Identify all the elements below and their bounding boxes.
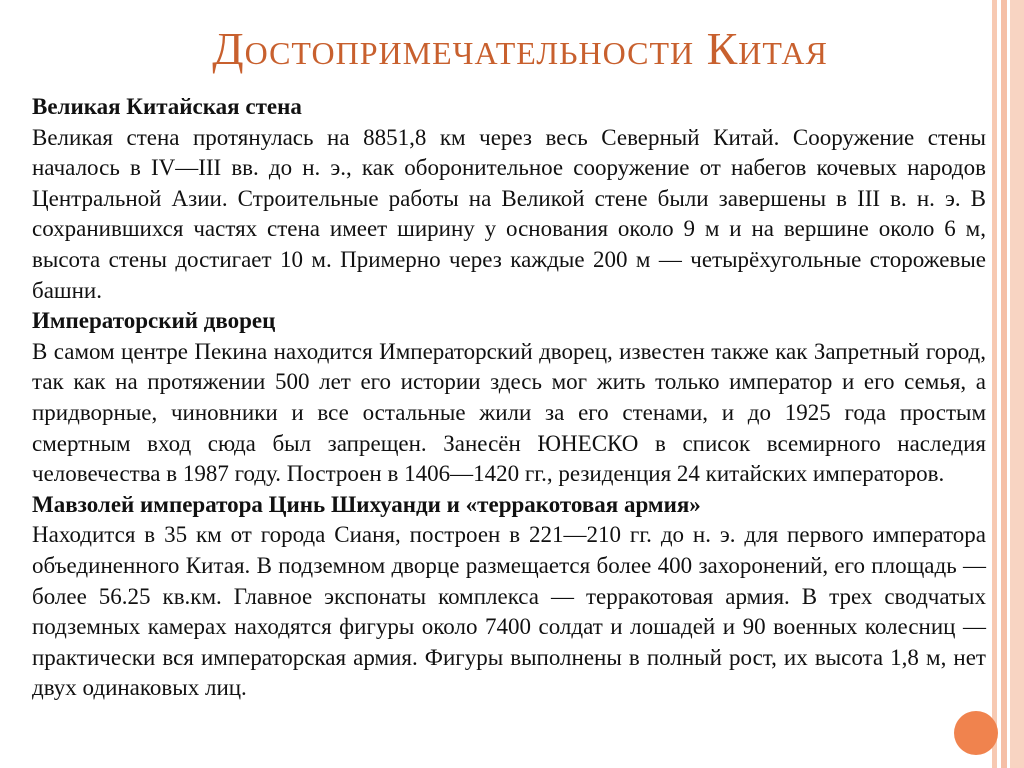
border-stripe [1010,0,1024,768]
slide-title: Достопримечательности Китая [212,23,828,74]
section-heading-imperial-palace: Императорский дворец [32,308,276,334]
slide-body [32,92,986,704]
section-heading-great-wall: Великая Китайская стена [32,94,302,119]
section-text-imperial-palace: В самом центре Пекина находится Императорский дворец, известен также как Запретный город, так как на протяжении 500 лет его истории здесь мог жить только император и его семья, а придворные, чиновники и все остальные жили за его стенами, и до 1925 года простым смертным вход сюда был запрещен. Занесён ЮНЕСКО в список всемирного наследия человечества в 1987 году. Построен в 1406—1420 гг., резиденция 24 китайских императоров. [32,338,986,487]
decorative-circle [954,711,998,755]
section-text-great-wall: Великая стена протянулась на 8851,8 км через весь Северный Китай. Сооружение стены началось в IV—III вв. до н. э., как оборонительное сооружение от набегов кочевых народов Центральной Азии. Строительные работы на Великой стене были завершены в III в. н. э. В сохранившихся частях стена имеет ширину у основания около 9 м и на вершине около 6 м, высота стены достигает 10 м. Примерно через каждые 200 м — четырёхугольные сторожевые башни. [32,124,986,303]
section-text-mausoleum: Находится в 35 км от города Сианя, построен в 221—210 гг. до н. э. для первого императора объединенного Китая. В подземном дворце размещается более 400 захоронений, его площадь — более 56.25 кв.км. Главное экспонаты комплекса — терракотовая армия. В трех сводчатых подземных камерах находятся фигуры около 7400 солдат и лошадей и 90 военных колесниц — практически вся императорская армия. Фигуры выполнены в полный рост, их высота 1,8 м, нет двух одинаковых лиц. [32,522,986,701]
section-heading-mausoleum: Мавзолей императора Цинь Шихуанди и «терракотовая армия» [32,491,701,517]
